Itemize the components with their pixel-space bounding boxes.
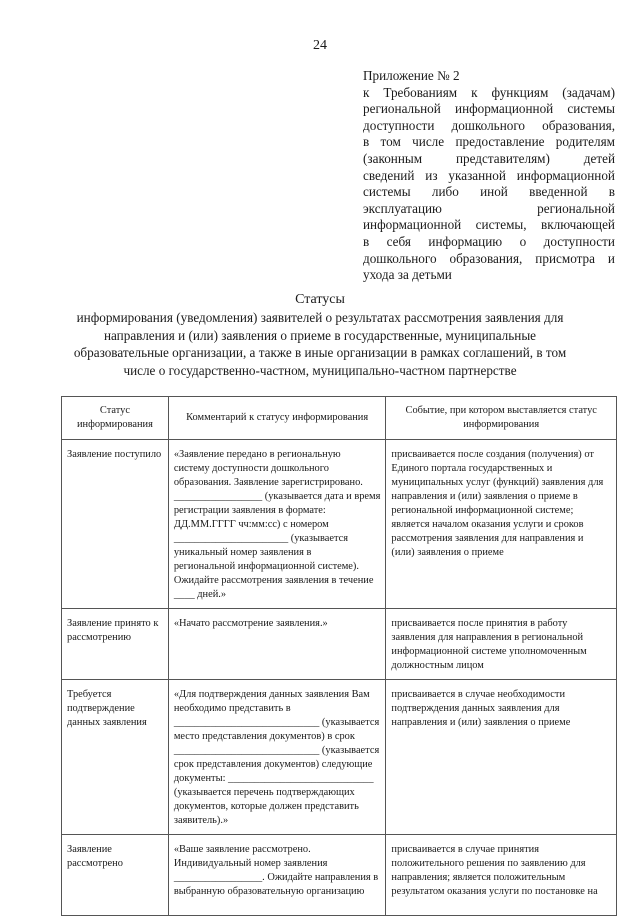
cell-text-line: регистрации заявления в формате:	[173, 505, 326, 516]
cell-text-line: Заявление	[67, 844, 112, 855]
header-comment: Комментарий к статусу информирования	[168, 397, 386, 440]
status-cell	[62, 609, 169, 680]
comment-cell	[168, 835, 386, 916]
cell-text-line: Требуется	[67, 689, 112, 700]
cell-text-line: муниципальных услуг (функций) заявления для	[391, 477, 604, 488]
appendix-line: региональной информационной системы	[363, 101, 615, 117]
cell-text-line: присваивается в случае необходимости	[391, 689, 566, 700]
cell-text-line: (указывается перечень подтверждающих	[173, 787, 355, 798]
cell-text-line: выбранную образовательную организацию	[173, 886, 365, 897]
cell-text-line: направления и (или) заявления о приеме	[391, 717, 571, 728]
comment-cell	[168, 609, 386, 680]
cell-text-line: направления; является положительным	[391, 872, 566, 883]
cell-text-line: Заявление поступило	[67, 449, 162, 460]
cell-text-line: результатом оказания услуги по постановке на	[391, 886, 598, 897]
appendix-line: системы либо иной введенной в	[363, 184, 615, 200]
subtitle-line: направления и (или) заявления о приеме в государственные, муниципальные	[103, 327, 537, 343]
cell-text-line: присваивается после создания (получения) от	[391, 449, 594, 460]
comment-cell	[168, 440, 386, 609]
cell-text-line: систему доступности дошкольного	[173, 463, 329, 474]
status-cell	[62, 440, 169, 609]
status-cell	[62, 835, 169, 916]
comment-cell	[168, 680, 386, 835]
cell-text-line: документов, которые должен представить	[173, 801, 359, 812]
cell-text-line: ДД.ММ.ГГГГ чч:мм:сс) с номером	[173, 519, 329, 530]
table-row	[62, 680, 617, 835]
appendix-line: к Требованиям к функциям (задачам)	[363, 84, 615, 100]
cell-text-line: присваивается в случае принятия	[391, 844, 540, 855]
cell-text-line: подтверждения данных заявления для	[391, 703, 560, 714]
cell-text-line: ____________________________ (указывается	[173, 745, 380, 756]
appendix-line: Приложение № 2	[363, 68, 460, 83]
table-header-row	[62, 397, 617, 440]
cell-text-line: _________________. Ожидайте направления в	[173, 872, 379, 883]
cell-text-line: положительного решения по заявлению для	[391, 858, 586, 869]
cell-text-line: заявления для направления в региональной	[391, 632, 584, 643]
appendix-line: доступности дошкольного образования,	[363, 117, 615, 133]
header-status: Статус информирования	[62, 397, 169, 440]
cell-text-line: направления и (или) заявления о приеме в	[391, 491, 578, 502]
appendix-header	[363, 68, 615, 284]
cell-text-line: «Ваше заявление рассмотрено.	[173, 844, 311, 855]
cell-text-line: данных заявления	[67, 717, 147, 728]
table-row	[62, 835, 617, 916]
cell-text-line: уникальный номер заявления в	[173, 547, 312, 558]
event-cell	[386, 609, 617, 680]
cell-text-line: присваивается после принятия в работу	[391, 618, 568, 629]
cell-text-line: заявитель).»	[173, 815, 229, 826]
cell-text-line: срок представления документов) следующие	[173, 759, 373, 770]
subtitle-line: информирования (уведомления) заявителей о результатах рассмотрения заявления для	[76, 310, 564, 325]
appendix-line: эксплуатацию региональной	[363, 200, 615, 216]
event-cell	[386, 680, 617, 835]
cell-text-line: Единого портала государственных и	[391, 463, 553, 474]
appendix-line: в том числе предоставление родителям	[363, 134, 615, 150]
cell-text-line: Заявление принято к	[67, 618, 159, 629]
appendix-line: информационной системы, включающей	[363, 217, 615, 233]
appendix-line: (законным представителям) детей	[363, 150, 615, 166]
header-event: Событие, при котором выставляется статус информирования	[386, 397, 617, 440]
cell-text-line: рассмотрению	[67, 632, 132, 643]
cell-text-line: образования. Заявление зарегистрировано.	[173, 477, 363, 488]
cell-text-line: подтверждение	[67, 703, 135, 714]
status-table	[61, 396, 617, 916]
document-title: Статусы	[295, 292, 345, 307]
cell-text-line: необходимо представить в	[173, 703, 291, 714]
cell-text-line: место представления документов) в срок	[173, 731, 355, 742]
appendix-line: в себя информацию о доступности	[363, 233, 615, 249]
cell-text-line: _________________ (указывается дата и время	[173, 491, 381, 502]
event-cell	[386, 835, 617, 916]
event-cell	[386, 440, 617, 609]
cell-text-line: ______________________ (указывается	[173, 533, 349, 544]
cell-text-line: рассмотрения заявления для направления и	[391, 533, 584, 544]
cell-text-line: документы: ____________________________	[173, 773, 374, 784]
cell-text-line: информационной системе уполномоченным	[391, 646, 587, 657]
appendix-line: сведений из указанной информационной	[363, 167, 615, 183]
cell-text-line: является началом оказания услуги и сроков	[391, 519, 584, 530]
cell-text-line: «Для подтверждения данных заявления Вам	[173, 689, 370, 700]
cell-text-line: Ожидайте рассмотрения заявления в течение	[173, 575, 374, 586]
table-row	[62, 440, 617, 609]
table-row	[62, 609, 617, 680]
cell-text-line: Индивидуальный номер заявления	[173, 858, 328, 869]
appendix-line: ухода за детьми	[363, 267, 452, 283]
cell-text-line: рассмотрено	[67, 858, 123, 869]
document-subtitle	[40, 309, 600, 379]
cell-text-line: региональной информационной системе).	[173, 561, 359, 572]
cell-text-line: ____ дней.»	[173, 589, 227, 600]
cell-text-line: должностным лицом	[391, 660, 484, 671]
cell-text-line: (или) заявления о приеме	[391, 547, 504, 558]
cell-text-line: региональной информационной системе;	[391, 505, 574, 516]
cell-text-line: «Начато рассмотрение заявления.»	[173, 618, 328, 629]
subtitle-line: числе о государственно-частном, муниципально-частном партнерстве	[123, 362, 517, 378]
cell-text-line: ____________________________ (указывается	[173, 717, 380, 728]
subtitle-line: образовательные организации, а также в иные организации в рамках соглашений, в том	[73, 345, 567, 360]
appendix-line: дошкольного образования, присмотра и	[363, 250, 615, 266]
status-cell	[62, 680, 169, 835]
page-number: 24	[313, 38, 327, 53]
cell-text-line: «Заявление передано в региональную	[173, 449, 341, 460]
